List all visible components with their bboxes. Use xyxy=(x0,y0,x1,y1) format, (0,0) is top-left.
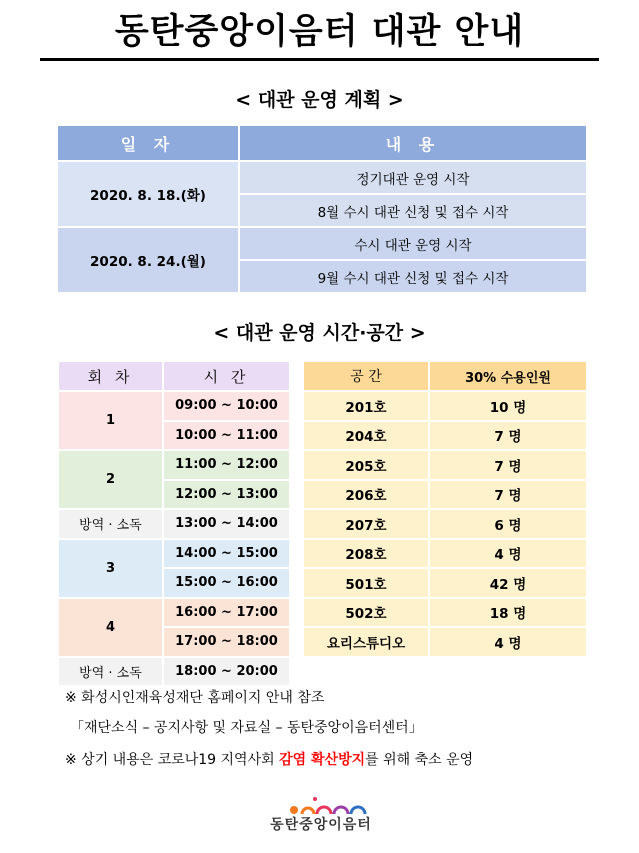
time-slot: 18:00 ~ 20:00 xyxy=(164,658,289,686)
room-capacity: 18 명 xyxy=(430,599,586,627)
plan-item: 9월 수시 대관 신청 및 접수 시작 xyxy=(240,261,586,292)
people-dots-logo-icon xyxy=(286,796,376,816)
plan-date: 2020. 8. 24.(월) xyxy=(58,228,238,292)
room-name: 207호 xyxy=(304,510,428,538)
session-number: 4 xyxy=(59,599,162,656)
time-slot: 14:00 ~ 15:00 xyxy=(164,540,289,568)
room-capacity: 4 명 xyxy=(430,540,586,568)
plan-item: 정기대관 운영 시작 xyxy=(240,162,586,193)
session-number: 3 xyxy=(59,540,162,597)
room-name: 205호 xyxy=(304,451,428,479)
plan-item: 수시 대관 운영 시작 xyxy=(240,228,586,259)
note-covid-text-after: 를 위해 축소 운영 xyxy=(365,752,474,768)
plan-date: 2020. 8. 18.(화) xyxy=(58,162,238,226)
space-header-room: 공 간 xyxy=(304,362,428,390)
room-name: 204호 xyxy=(304,422,428,450)
room-capacity: 6 명 xyxy=(430,510,586,538)
schedule-section-heading: < 대관 운영 시간·공간 > xyxy=(213,322,426,344)
plan-header-date: 일 자 xyxy=(58,126,238,160)
center-logo xyxy=(266,790,386,840)
note-covid-highlight: 감염 확산방지 xyxy=(279,752,366,768)
disinfection-label: 방역 · 소독 xyxy=(59,510,162,538)
time-slot: 17:00 ~ 18:00 xyxy=(164,628,289,656)
note-menu-path: 「재단소식 – 공지사항 및 자료실 – 동탄중앙이음터센터」 xyxy=(70,720,423,736)
room-capacity: 4 명 xyxy=(430,628,586,656)
page-title: 동탄중앙이음터 대관 안내 xyxy=(114,12,525,52)
plan-table xyxy=(56,124,588,294)
session-number: 2 xyxy=(59,451,162,508)
time-slot: 09:00 ~ 10:00 xyxy=(164,392,289,420)
time-slot: 11:00 ~ 12:00 xyxy=(164,451,289,479)
note-homepage: ※ 화성시인재육성재단 홈페이지 안내 참조 xyxy=(65,690,325,706)
time-slot: 16:00 ~ 17:00 xyxy=(164,599,289,627)
space-header-capacity: 30% 수용인원 xyxy=(430,362,586,390)
room-name: 요리스튜디오 xyxy=(304,628,428,656)
title-divider xyxy=(40,58,599,61)
note-covid xyxy=(65,749,473,769)
room-capacity: 10 명 xyxy=(430,392,586,420)
room-name: 206호 xyxy=(304,481,428,509)
room-name: 201호 xyxy=(304,392,428,420)
logo-text: 동탄중앙이음터 xyxy=(270,817,372,833)
time-slot: 12:00 ~ 13:00 xyxy=(164,481,289,509)
room-name: 502호 xyxy=(304,599,428,627)
space-table xyxy=(302,360,588,658)
time-slot: 10:00 ~ 11:00 xyxy=(164,422,289,450)
time-header-time: 시 간 xyxy=(164,362,289,390)
plan-item: 8월 수시 대관 신청 및 접수 시작 xyxy=(240,195,586,226)
room-capacity: 7 명 xyxy=(430,451,586,479)
disinfection-label: 방역 · 소독 xyxy=(59,658,162,686)
room-capacity: 7 명 xyxy=(430,481,586,509)
plan-header-content: 내 용 xyxy=(240,126,586,160)
session-number: 1 xyxy=(59,392,162,449)
time-slot: 15:00 ~ 16:00 xyxy=(164,569,289,597)
note-covid-text-before: ※ 상기 내용은 코로나19 지역사회 xyxy=(65,752,280,768)
plan-section-heading: < 대관 운영 계획 > xyxy=(235,89,404,111)
room-name: 501호 xyxy=(304,569,428,597)
time-header-session: 회 차 xyxy=(59,362,162,390)
room-name: 208호 xyxy=(304,540,428,568)
time-slot: 13:00 ~ 14:00 xyxy=(164,510,289,538)
time-table xyxy=(57,360,291,687)
room-capacity: 42 명 xyxy=(430,569,586,597)
room-capacity: 7 명 xyxy=(430,422,586,450)
